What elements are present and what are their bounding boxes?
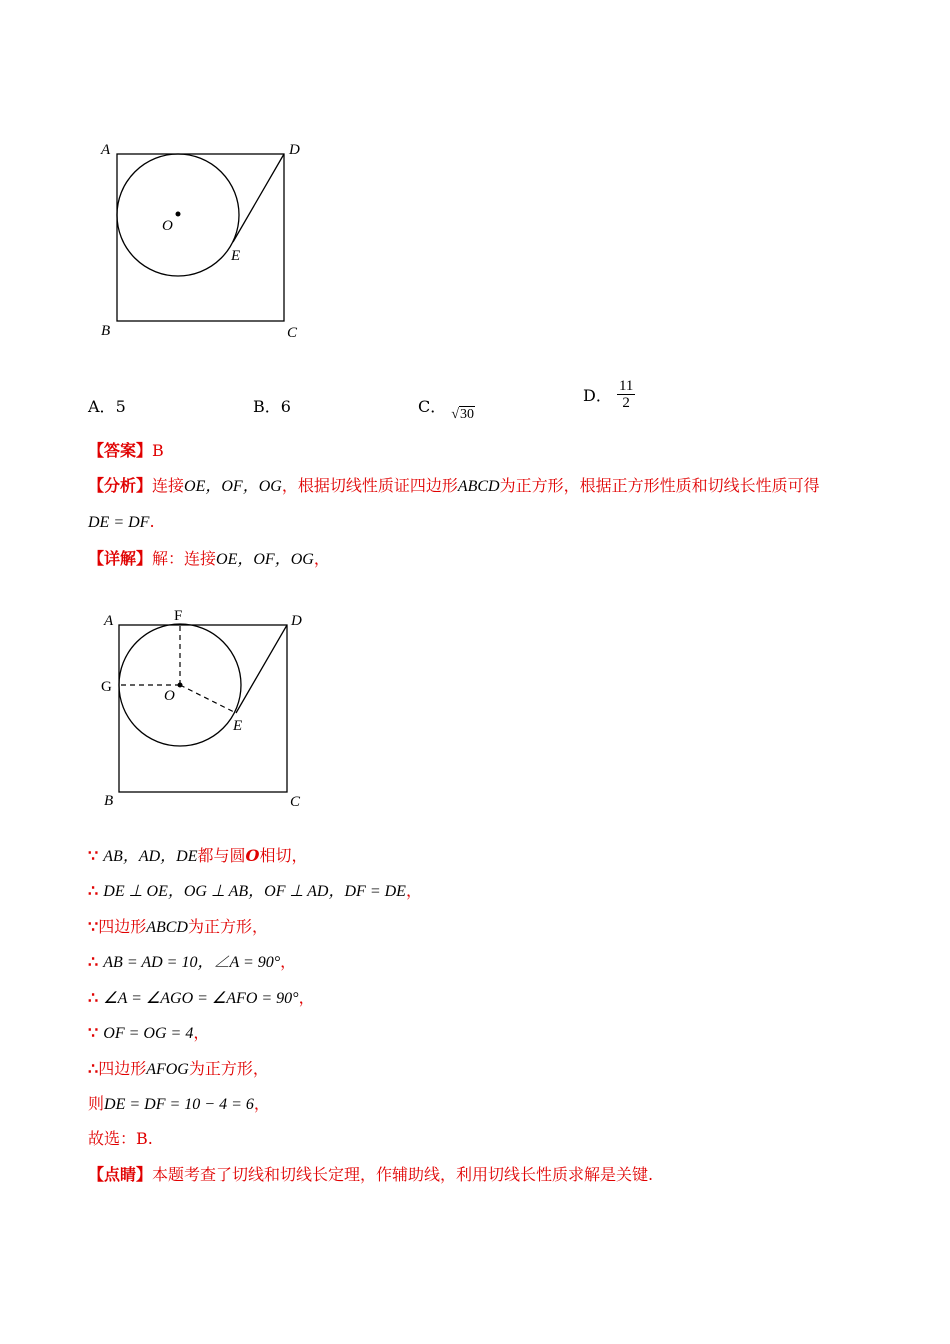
comment-line: 【点睛】本题考查了切线和切线长定理，作辅助线，利用切线长性质求解是关键. <box>88 1165 654 1184</box>
tangent-de <box>233 154 284 242</box>
center-dot-2 <box>178 683 183 688</box>
tangent-de-2 <box>236 625 287 713</box>
label-o: O <box>162 218 173 234</box>
label-e-2: E <box>233 718 243 734</box>
label-d: D <box>289 142 300 158</box>
figure-1 <box>95 138 315 348</box>
square-abcd-2 <box>119 625 287 792</box>
analysis-line-2: DE = DF. <box>88 512 155 531</box>
figure-2 <box>95 605 315 815</box>
answer-line: 【答案】B <box>88 441 164 460</box>
detail-line: 【详解】解：连接OE，OF，OG， <box>88 549 330 568</box>
label-g-2: G <box>101 679 112 695</box>
center-dot <box>176 212 181 217</box>
label-b: B <box>101 323 111 339</box>
label-a: A <box>101 142 111 158</box>
step-5: ∴ ∠A = ∠AGO = ∠AFO = 90°， <box>88 988 315 1007</box>
square-abcd <box>117 154 284 321</box>
step-7: ∴四边形AFOG为正方形， <box>88 1059 269 1078</box>
step-1: ∵ AB，AD，DE都与圆O相切， <box>88 846 308 865</box>
label-c: C <box>287 325 298 341</box>
analysis-line-1: 【分析】连接OE，OF，OG，根据切线性质证四边形ABCD为正方形，根据正方形性质和切线长性质可得 <box>88 476 820 495</box>
option-a: A．5 <box>88 397 126 416</box>
option-d: D． $\frac{11}{2}$ <box>583 378 634 411</box>
label-o-2: O <box>164 688 175 704</box>
label-a-2: A <box>104 613 114 629</box>
step-2: ∴ DE ⊥ OE，OG ⊥ AB，OF ⊥ AD，DF = DE， <box>88 881 422 900</box>
step-8: 则DE = DF = 10 − 4 = 6， <box>88 1094 270 1113</box>
label-b-2: B <box>104 793 114 809</box>
sqrt-30: √30 <box>451 407 475 422</box>
step-3: ∵四边形ABCD为正方形， <box>88 917 268 936</box>
choose-line: 故选：B. <box>88 1129 153 1148</box>
label-e: E <box>231 248 241 264</box>
segment-oe <box>180 685 236 713</box>
fraction-11-2: $\frac{11}{2}$ <box>618 378 634 411</box>
option-c: C． √30 <box>418 397 475 422</box>
label-f-2: F <box>174 608 183 624</box>
label-d-2: D <box>291 613 302 629</box>
step-4: ∴ AB = AD = 10，∠A = 90°， <box>88 952 297 971</box>
label-c-2: C <box>290 794 301 810</box>
step-6: ∵ OF = OG = 4， <box>88 1023 210 1042</box>
option-b: B．6 <box>253 397 291 416</box>
